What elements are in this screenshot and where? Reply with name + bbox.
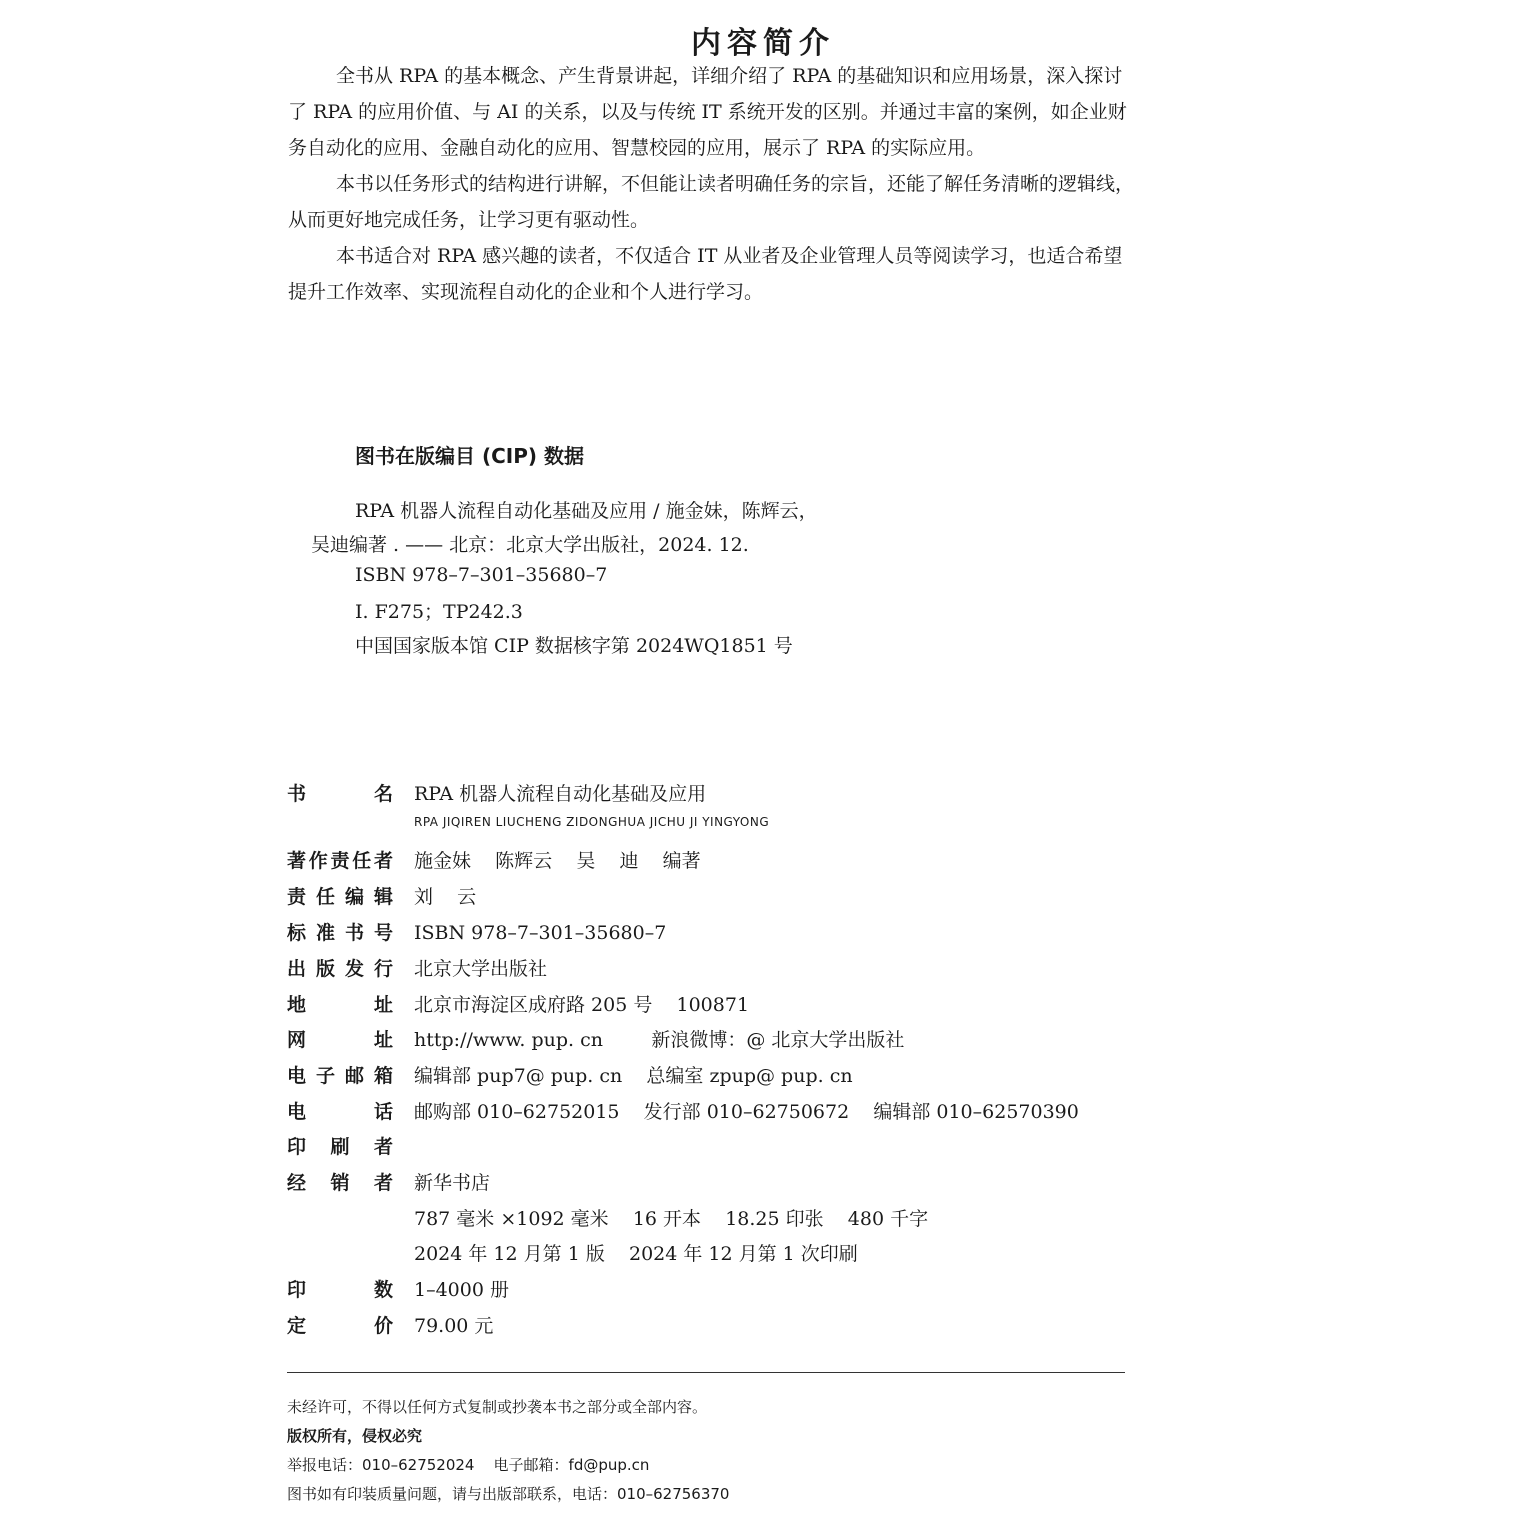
info-value: 2024 年 12 月第 1 版 2024 年 12 月第 1 次印刷 <box>414 1243 858 1265</box>
info-value: ISBN 978–7–301–35680–7 <box>414 922 667 944</box>
info-label: 出版发行 <box>287 958 393 980</box>
info-value: 787 毫米 ×1092 毫米 16 开本 18.25 印张 480 千字 <box>414 1208 929 1230</box>
info-label: 印数 <box>287 1279 393 1301</box>
footer-report-contact: 举报电话：010–62752024 电子邮箱：fd@pup.cn <box>287 1456 650 1474</box>
summary-line: 本书适合对 RPA 感兴趣的读者，不仅适合 IT 从业者及企业管理人员等阅读学习，也适合希望 <box>336 245 1123 267</box>
summary-line: 本书以任务形式的结构进行讲解，不但能让读者明确任务的宗旨，还能了解任务清晰的逻辑线， <box>336 173 1135 195</box>
info-value: 编辑部 pup7@ pup. cn 总编室 zpup@ pup. cn <box>414 1065 853 1087</box>
info-value: 79.00 元 <box>414 1315 494 1337</box>
info-value: RPA 机器人流程自动化基础及应用 <box>414 783 707 805</box>
info-label: 书名 <box>287 783 393 805</box>
footer-copyright: 版权所有，侵权必究 <box>287 1427 423 1445</box>
summary-line: 提升工作效率、实现流程自动化的企业和个人进行学习。 <box>288 281 764 303</box>
info-label: 印刷者 <box>287 1136 393 1158</box>
summary-line: 全书从 RPA 的基本概念、产生背景讲起，详细介绍了 RPA 的基础知识和应用场景，深入探讨 <box>336 65 1123 87</box>
info-label: 著作责任者 <box>287 850 393 872</box>
info-value: 北京市海淀区成府路 205 号 100871 <box>414 994 750 1016</box>
info-value: 北京大学出版社 <box>414 958 548 980</box>
info-value: 施金妹 陈辉云 吴 迪 编著 <box>414 850 701 872</box>
summary-line: 务自动化的应用、金融自动化的应用、智慧校园的应用，展示了 RPA 的实际应用。 <box>288 137 986 159</box>
info-value: 新华书店 <box>414 1172 491 1194</box>
info-value: 邮购部 010–62752015 发行部 010–62750672 编辑部 010–62570390 <box>414 1101 1079 1123</box>
info-label: 地址 <box>287 994 393 1016</box>
cip-line: ISBN 978–7–301–35680–7 <box>355 564 608 586</box>
cip-line: 吴迪编著 . —— 北京：北京大学出版社，2024. 12. <box>311 534 749 556</box>
info-value: 1–4000 册 <box>414 1279 509 1301</box>
footer-divider <box>287 1372 1125 1373</box>
info-value: http://www. pup. cn 新浪微博：@ 北京大学出版社 <box>414 1029 905 1051</box>
summary-line: 从而更好地完成任务，让学习更有驱动性。 <box>288 209 650 231</box>
info-label: 经销者 <box>287 1172 393 1194</box>
info-label: 标准书号 <box>287 922 393 944</box>
footer-notice: 未经许可，不得以任何方式复制或抄袭本书之部分或全部内容。 <box>287 1398 708 1416</box>
info-label: 责任编辑 <box>287 886 393 908</box>
info-label: 电子邮箱 <box>287 1065 393 1087</box>
cip-line: Ⅰ. F275；TP242.3 <box>355 601 523 623</box>
info-label: 定价 <box>287 1315 393 1337</box>
book-title-pinyin: RPA JIQIREN LIUCHENG ZIDONGHUA JICHU JI YINGYONG <box>414 815 770 829</box>
page-title: 内容简介 <box>691 26 835 61</box>
footer-quality-contact: 图书如有印装质量问题，请与出版部联系，电话：010–62756370 <box>287 1485 730 1503</box>
info-value: 刘 云 <box>414 886 477 908</box>
cip-line: 中国国家版本馆 CIP 数据核字第 2024WQ1851 号 <box>355 635 793 657</box>
info-label: 网址 <box>287 1029 393 1051</box>
cip-line: RPA 机器人流程自动化基础及应用 / 施金妹，陈辉云， <box>355 500 818 522</box>
info-label: 电话 <box>287 1101 393 1123</box>
summary-line: 了 RPA 的应用价值、与 AI 的关系，以及与传统 IT 系统开发的区别。并通过丰富的案例，如企业财 <box>288 101 1127 123</box>
cip-heading: 图书在版编目 (CIP) 数据 <box>355 444 584 468</box>
